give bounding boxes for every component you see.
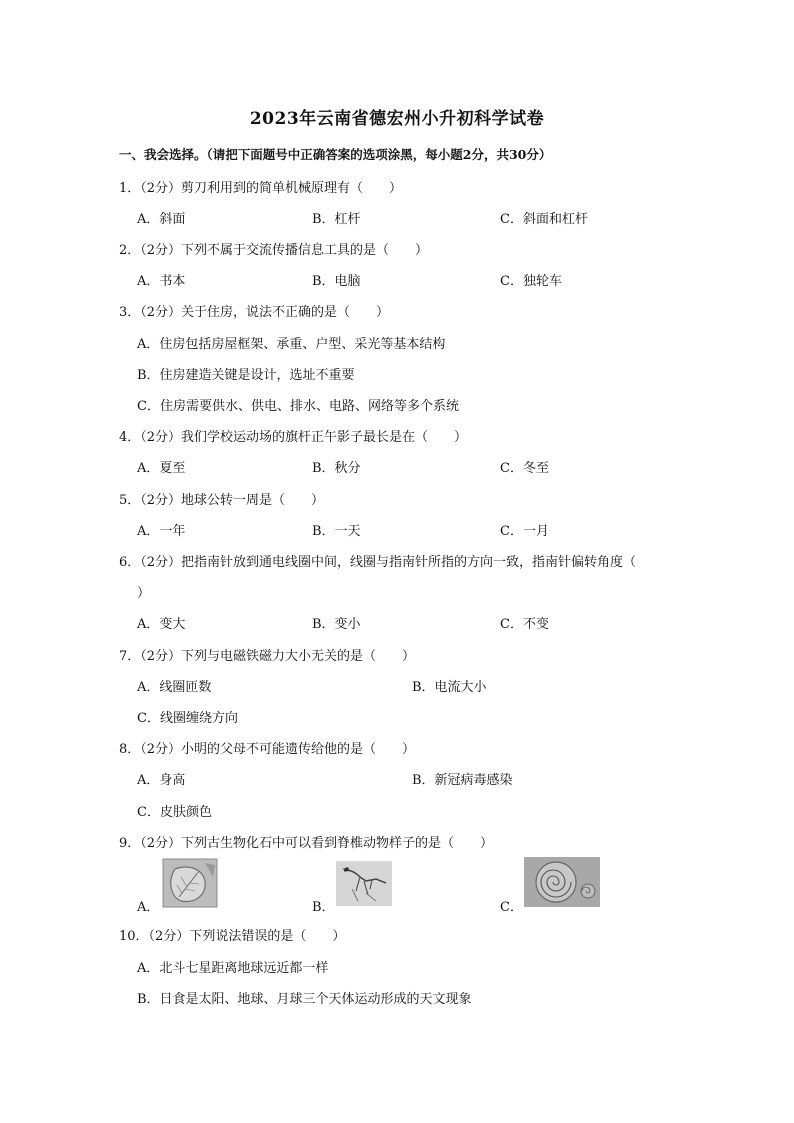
question-3-option-a[interactable]: A．住房包括房屋框架、承重、户型、采光等基本结构 [137, 337, 446, 352]
question-5-option-b[interactable]: B．一天 [312, 524, 361, 539]
question-5-option-c[interactable]: C．一月 [500, 524, 549, 539]
question-5-option-a[interactable]: A．一年 [137, 524, 186, 539]
leaf-fossil-image[interactable] [161, 857, 219, 909]
question-2-stem: 2．（2分）下列不属于交流传播信息工具的是（ ） [119, 243, 429, 258]
question-8-stem: 8．（2分）小明的父母不可能遗传给他的是（ ） [119, 742, 416, 757]
question-1-option-b[interactable]: B．杠杆 [312, 212, 361, 227]
question-1-option-a[interactable]: A．斜面 [137, 212, 186, 227]
question-4-option-c[interactable]: C．冬至 [500, 461, 549, 476]
question-9-option-c[interactable]: C． [500, 900, 523, 915]
question-5-stem: 5．（2分）地球公转一周是（ ） [119, 493, 325, 508]
section-heading: 一、我会选择。（请把下面题号中正确答案的选项涂黑，每小题2分，共30分） [119, 147, 552, 162]
question-2-option-b[interactable]: B．电脑 [312, 274, 361, 289]
question-6-option-b[interactable]: B．变小 [312, 617, 361, 632]
vertebrate-fossil-image[interactable] [336, 861, 392, 906]
question-4-option-a[interactable]: A．夏至 [137, 461, 186, 476]
question-2-option-a[interactable]: A．书本 [137, 274, 186, 289]
question-9-option-a[interactable]: A． [137, 900, 160, 915]
question-6-option-a[interactable]: A．变大 [137, 617, 186, 632]
question-8-option-c[interactable]: C．皮肤颜色 [137, 805, 212, 820]
question-3-option-b[interactable]: B．住房建造关键是设计，选址不重要 [137, 368, 355, 383]
question-7-option-b[interactable]: B．电流大小 [412, 680, 487, 695]
question-8-option-a[interactable]: A．身高 [137, 773, 186, 788]
question-6-stem-continued: ） [137, 586, 151, 601]
question-7-option-a[interactable]: A．线圈匝数 [137, 680, 212, 695]
question-9-option-b[interactable]: B． [312, 900, 335, 915]
page-title: 2023年云南省德宏州小升初科学试卷 [249, 109, 545, 129]
question-3-option-c[interactable]: C．住房需要供水、供电、排水、电路、网络等多个系统 [137, 399, 459, 414]
question-1-option-c[interactable]: C．斜面和杠杆 [500, 212, 588, 227]
question-10-option-b[interactable]: B．日食是太阳、地球、月球三个天体运动形成的天文现象 [137, 992, 472, 1007]
question-4-option-b[interactable]: B．秋分 [312, 461, 361, 476]
question-10-option-a[interactable]: A．北斗七星距离地球远近都一样 [137, 961, 329, 976]
question-2-option-c[interactable]: C．独轮车 [500, 274, 562, 289]
question-8-option-b[interactable]: B．新冠病毒感染 [412, 773, 513, 788]
question-3-stem: 3．（2分）关于住房，说法不正确的是（ ） [119, 305, 390, 320]
question-10-stem: 10．（2分）下列说法错误的是（ ） [119, 929, 346, 944]
question-6-option-c[interactable]: C．不变 [500, 617, 549, 632]
question-9-stem: 9．（2分）下列古生物化石中可以看到脊椎动物样子的是（ ） [119, 836, 494, 851]
question-4-stem: 4．（2分）我们学校运动场的旗杆正午影子最长是在（ ） [119, 430, 468, 445]
question-7-stem: 7．（2分）下列与电磁铁磁力大小无关的是（ ） [119, 649, 416, 664]
question-1-stem: 1．（2分）剪刀利用到的简单机械原理有（ ） [119, 181, 403, 196]
question-6-stem: 6．（2分）把指南针放到通电线圈中间，线圈与指南针所指的方向一致，指南针偏转角度（ [119, 555, 637, 570]
ammonite-fossil-image[interactable] [524, 857, 600, 907]
question-7-option-c[interactable]: C．线圈缠绕方向 [137, 711, 238, 726]
